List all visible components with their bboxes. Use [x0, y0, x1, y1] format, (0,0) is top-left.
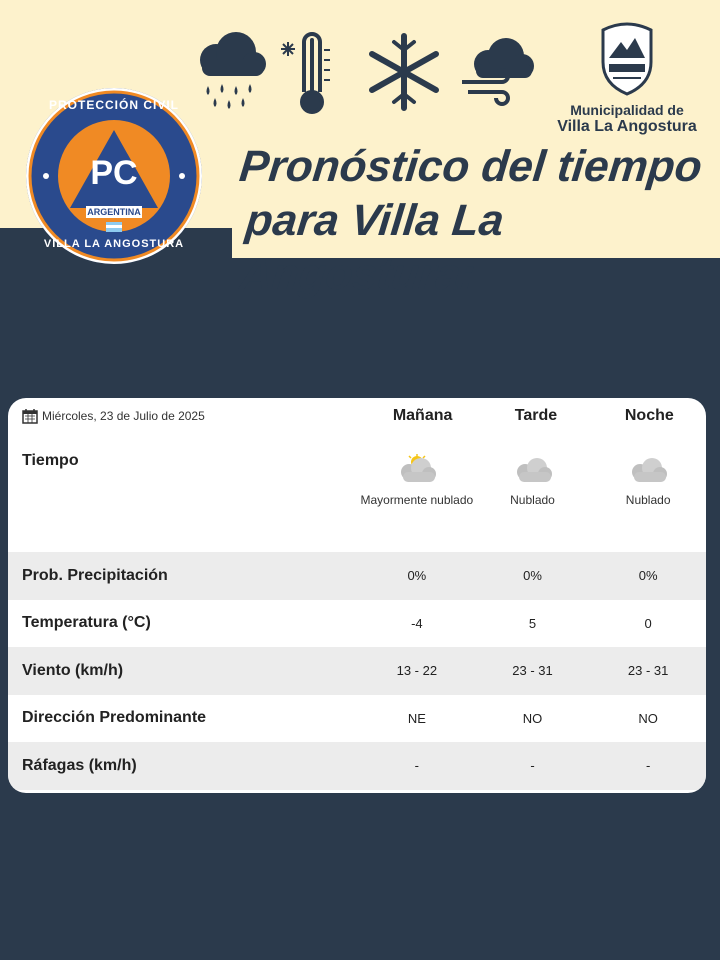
row-value: 23 - 31: [627, 663, 669, 679]
row-value: NE: [407, 710, 426, 726]
row-label: Ráfagas (km/h): [22, 756, 137, 774]
badge-country-text: ARGENTINA: [87, 207, 141, 217]
table-row: [8, 742, 706, 790]
weather-row: [8, 434, 706, 552]
table-row: [8, 600, 706, 648]
row-value: NO: [638, 710, 658, 726]
row-label: Prob. Precipitación: [22, 566, 168, 584]
row-label: Viento (km/h): [22, 661, 124, 679]
row-value: -4: [411, 615, 423, 631]
municipality-logo: [552, 18, 702, 136]
calendar-icon: [22, 408, 38, 424]
title-line-2: para Villa La Angostura:: [237, 196, 507, 299]
cloudy-icon: [511, 454, 555, 484]
forecast-header-row: [8, 398, 706, 434]
row-value: NO: [522, 710, 543, 726]
rain-cloud-icon: [200, 32, 266, 109]
thermometer-snow-icon: [281, 34, 330, 112]
muni-label-line1: Municipalidad de: [570, 102, 684, 118]
row-value: 5: [528, 615, 537, 631]
period-manana: Mañana: [392, 407, 453, 424]
weather-cell: [590, 434, 706, 552]
badge-pc-text: PC: [90, 154, 138, 192]
wind-cloud-icon: [462, 38, 534, 104]
row-value: -: [645, 758, 651, 774]
row-value: 0%: [638, 568, 658, 584]
row-value: 23 - 31: [512, 663, 553, 679]
weather-label: Tiempo: [22, 452, 79, 469]
partly-cloudy-icon: [395, 454, 439, 484]
row-value: 0%: [523, 568, 542, 584]
title-line-1: Pronóstico del tiempo: [237, 142, 705, 191]
table-row: [8, 552, 706, 600]
row-value: 0: [644, 615, 652, 631]
period-tarde: Tarde: [514, 407, 558, 424]
weather-desc: Nublado: [510, 493, 555, 507]
weather-cell: [359, 434, 475, 552]
row-label: Dirección Predominante: [22, 709, 207, 727]
weather-desc: Nublado: [625, 493, 671, 507]
badge-top-text: PROTECCIÓN CIVIL: [48, 98, 179, 112]
table-row: [8, 647, 706, 695]
weather-cell: [475, 434, 591, 552]
card-reflection: [8, 800, 706, 960]
row-label: Temperatura (°C): [22, 614, 151, 632]
row-value: -: [414, 758, 420, 774]
crest-icon: [595, 18, 659, 98]
row-value: 13 - 22: [396, 663, 438, 679]
cloudy-icon: [626, 454, 670, 484]
forecast-date: [8, 408, 366, 424]
table-row: [8, 695, 706, 743]
row-value: -: [530, 758, 535, 774]
row-value: 0%: [407, 568, 427, 584]
page-title: [225, 140, 720, 302]
period-noche: Noche: [624, 407, 674, 424]
forecast-card: [8, 398, 706, 793]
weather-icons-strip: [188, 30, 548, 125]
forecast-date-text: Miércoles, 23 de Julio de 2025: [42, 409, 205, 423]
snowflake-icon: [372, 36, 436, 108]
muni-label-line2: Villa La Angostura: [557, 118, 697, 135]
weather-desc: Mayormente nublado: [360, 493, 474, 507]
proteccion-civil-badge: [26, 88, 202, 264]
badge-bottom-text: VILLA LA ANGOSTURA: [43, 238, 185, 250]
